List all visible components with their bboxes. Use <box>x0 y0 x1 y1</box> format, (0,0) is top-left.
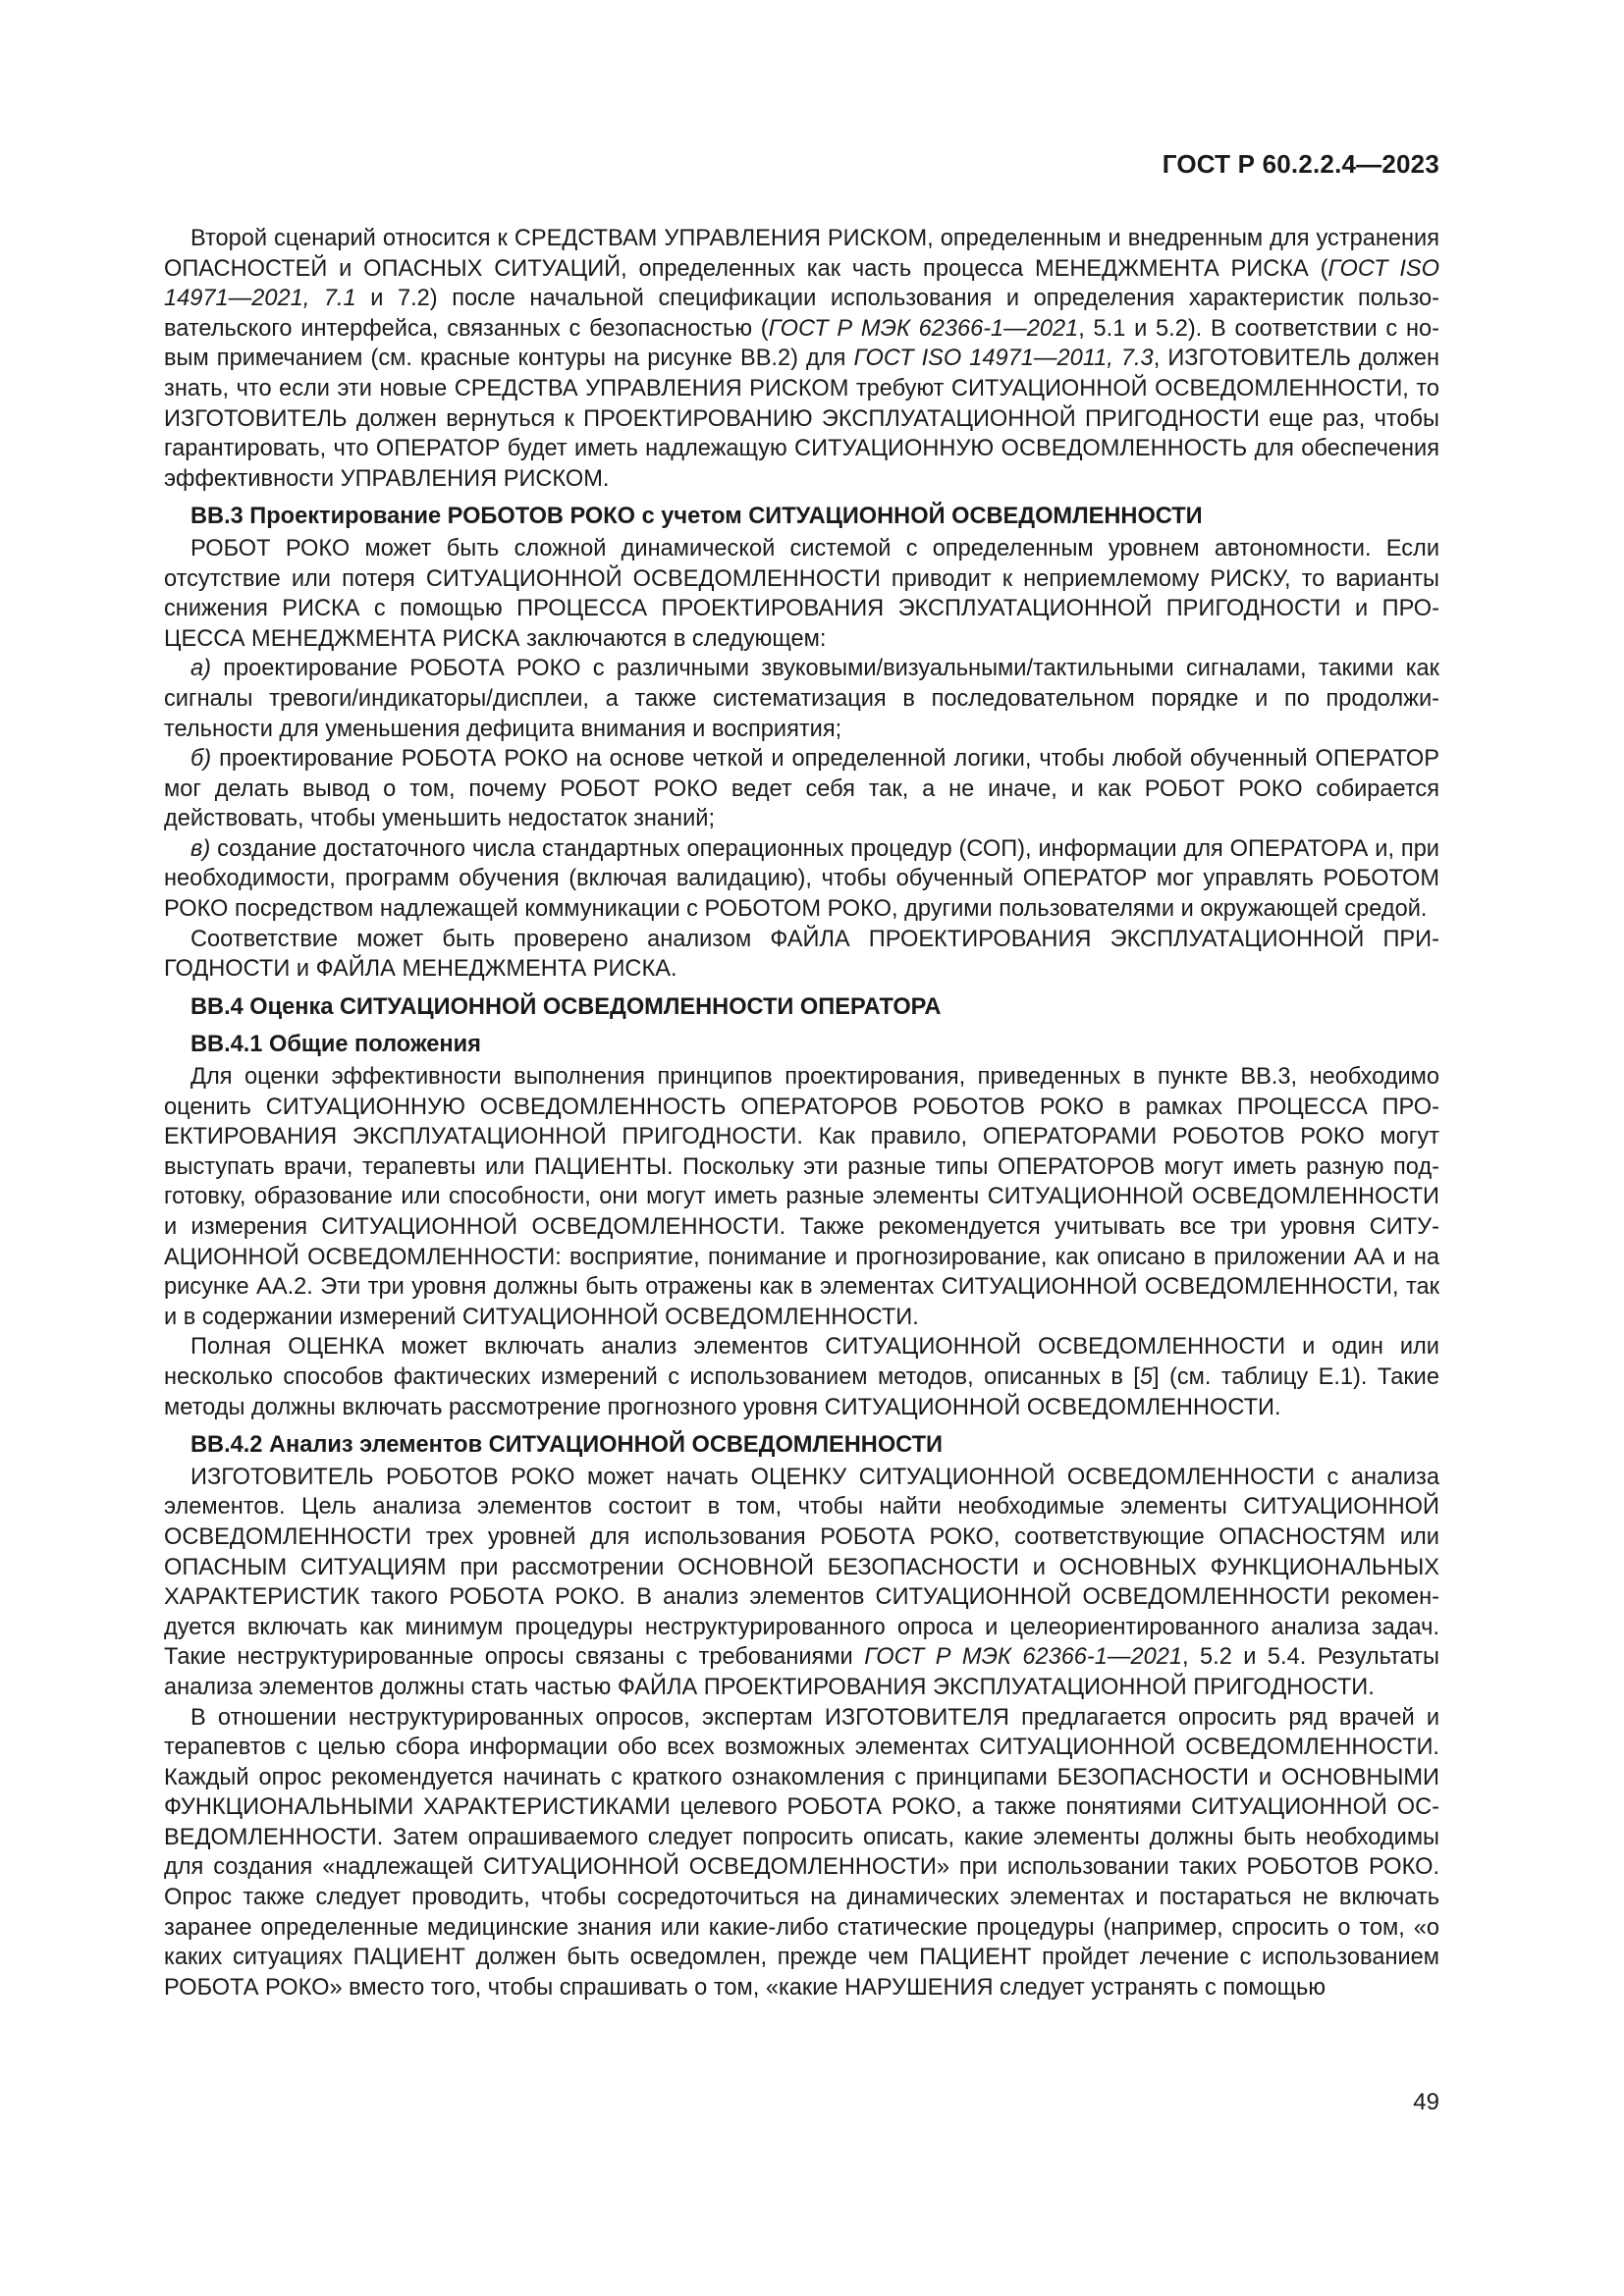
section-heading: ВВ.3 Проектирование РОБОТОВ РОКО с учетом СИТУАЦИОННОЙ ОСВЕДОМЛЕННОСТИ <box>190 504 1203 530</box>
paragraph <box>164 1463 1439 1703</box>
paragraph <box>164 224 1439 494</box>
text-run: , ИЗГОТОВИТЕЛЬ должен знать, что если эти новые СРЕДСТВА УПРАВЛЕНИЯ РИСКОМ требуют СИТУАЦИОННОЙ ОСВЕДОМЛЕННОСТИ, то ИЗГОТОВИТЕЛЬ должен вернуться к ПРОЕКТИРОВАНИЮ ЭКСПЛУАТАЦИОННОЙ ПРИГОДНОСТИ еще раз, чтобы гарантировать, что ОПЕРАТОР будет иметь надлежащую СИТУАЦИОННУЮ ОСВЕДОМЛЕННОСТЬ для обеспечения эффективности УПРАВЛЕНИЯ РИСКОМ. <box>164 346 1439 492</box>
text-run: проектирование РОБОТА РОКО на основе четкой и определенной логики, чтобы любой обученный ОПЕРАТОР мог делать вывод о том, почему РОБОТ РОКО ведет себя так, а не иначе, и как РОБОТ РОКО собирается действовать, чтобы уменьшить недостаток знаний; <box>164 746 1439 832</box>
italic-reference: ГОСТ ISO 14971—2011, 7.3 <box>853 346 1154 372</box>
text-run: В отношении неструктурированных опросов, экспертам ИЗГОТОВИТЕЛЯ предлагается опросить ряд врачей и терапевтов с целью сбора информации обо всех возможных элементах СИТУАЦИОННОЙ ОСВЕДОМЛЕННОСТИ. Каждый опрос рекомендуется начинать с краткого ознакомления с принципами БЕЗОПАСНОСТИ и ОСНОВНЫМИ ФУНКЦИОНАЛЬНЫМИ ХАРАКТЕРИСТИКАМИ целевого РОБОТА РОКО, а также понятиями СИТУАЦИОННОЙ ОСВЕДОМЛЕННОСТИ. Затем опрашиваемого следует попросить описать, какие элементы должны быть необходимы для создания «надлежащей СИТУАЦИОННОЙ ОСВЕДОМЛЕННОСТИ» при использовании таких РОБОТОВ РОКО. Опрос также следует проводить, чтобы сосредоточиться на динамических элементах и постараться не включать заранее определенные медицинские знания или какие-либо статические процедуры (например, спросить о том, «о каких ситуациях ПАЦИЕНТ должен быть осведомлен, прежде чем ПАЦИЕНТ пройдет лечение с использованием РОБОТА РОКО» вместо того, чтобы спрашивать о том, «какие НАРУШЕНИЯ следует устранять с помощью <box>164 1704 1439 2001</box>
text-run: Для оценки эффективности выполнения принципов проектирования, приведенных в пункте ВВ.3, необходимо оценить СИТУАЦИОННУЮ ОСВЕДОМЛЕННОСТЬ ОПЕРАТОРОВ РОБОТОВ РОКО в рамках ПРОЦЕССА ПРОЕКТИРОВАНИЯ ЭКСПЛУАТАЦИОННОЙ ПРИГОДНОСТИ. Как правило, ОПЕРАТОРАМИ РОБОТОВ РОКО могут выступать врачи, терапевты или ПАЦИЕНТЫ. Поскольку эти разные типы ОПЕРАТОРОВ могут иметь разную подготовку, образование или способности, они могут иметь разные элементы СИТУАЦИОННОЙ ОСВЕДОМЛЕННОСТИ и измерения СИТУАЦИОННОЙ ОСВЕДОМЛЕННОСТИ. Также рекомендуется учитывать все три уровня СИТУАЦИОННОЙ ОСВЕДОМЛЕННОСТИ: восприятие, понимание и прогнозирование, как описано в приложении АА и на рисунке АА.2. Эти три уровня должны быть отражены как в элементах СИТУАЦИОННОЙ ОСВЕДОМЛЕННОСТИ, так и в содержании измерений СИТУАЦИОННОЙ ОСВЕДОМЛЕННОСТИ. <box>164 1064 1439 1330</box>
italic-reference: в) <box>190 835 211 862</box>
section-heading: ВВ.4.2 Анализ элементов СИТУАЦИОННОЙ ОСВЕДОМЛЕННОСТИ <box>190 1432 944 1459</box>
paragraph <box>164 925 1439 985</box>
text-run: Полная ОЦЕНКА может включать анализ элементов СИТУАЦИОННОЙ ОСВЕДОМЛЕННОСТИ и один или несколько способов фактических измерений с использованием методов, описанных в [ <box>164 1334 1439 1390</box>
text-run: Соответствие может быть проверено анализом ФАЙЛА ПРОЕКТИРОВАНИЯ ЭКСПЛУАТАЦИОННОЙ ПРИГОДНОСТИ и ФАЙЛА МЕНЕДЖМЕНТА РИСКА. <box>164 926 1439 983</box>
text-run: ИЗГОТОВИТЕЛЬ РОБОТОВ РОКО может начать ОЦЕНКУ СИТУАЦИОННОЙ ОСВЕДОМЛЕННОСТИ с анализа элементов. Цель анализа элементов состоит в том, чтобы найти необходимые элементы СИТУАЦИОННОЙ ОСВЕДОМЛЕННОСТИ трех уровней для использования РОБОТА РОКО, соответствующие ОПАСНОСТЯМ или ОПАСНЫМ СИТУАЦИЯМ при рассмотрении ОСНОВНОЙ БЕЗОПАСНОСТИ и ОСНОВНЫХ ФУНКЦИОНАЛЬНЫХ ХАРАКТЕРИСТИК такого РОБОТА РОКО. В анализ элементов СИТУАЦИОННОЙ ОСВЕДОМЛЕННОСТИ рекомендуется включать как минимум процедуры неструктурированного опроса и целеориентированного анализа задач. Такие неструктурированные опросы связаны с требованиями <box>164 1464 1439 1671</box>
paragraph <box>164 534 1439 654</box>
text-run: создание достаточного числа стандартных операционных процедур (СОП), информации для ОПЕРАТОРА и, при необходимости, программ обучения (включая валидацию), чтобы обученный ОПЕРАТОР мог управлять РОБОТОМ РОКО посредством надлежащей коммуникации с РОБОТОМ РОКО, другими пользователями и окружающей средой. <box>164 835 1439 923</box>
page-number: 49 <box>1413 2089 1439 2115</box>
section-heading: ВВ.4 Оценка СИТУАЦИОННОЙ ОСВЕДОМЛЕННОСТИ ОПЕРАТОРА <box>190 993 942 1020</box>
italic-reference: ГОСТ Р МЭК 62366-1—2021 <box>864 1644 1182 1671</box>
italic-reference: ГОСТ ISO 14971—2021, 7.1 <box>164 255 1439 312</box>
italic-reference: ГОСТ Р МЭК 62366-1—2021 <box>768 315 1079 342</box>
italic-reference: а) <box>190 656 211 682</box>
text-run: , 5.2 и 5.4. Результаты анализа элементов должны стать частью ФАЙЛА ПРОЕКТИРОВАНИЯ ЭКСПЛУАТАЦИОННОЙ ПРИГОДНОСТИ. <box>164 1644 1439 1700</box>
section-heading: ВВ.4.1 Общие положения <box>190 1032 481 1058</box>
text-run: РОБОТ РОКО может быть сложной динамической системой с определенным уровнем автономности. Если отсутствие или потеря СИТУАЦИОННОЙ ОСВЕДОМЛЕННОСТИ приводит к неприемлемому РИСКУ, то варианты снижения РИСКА с помощью ПРОЦЕССА ПРОЕКТИРОВАНИЯ ЭКСПЛУАТАЦИОННОЙ ПРИГОДНОСТИ и ПРОЦЕССА МЕНЕДЖМЕНТА РИСКА заключаются в следующем: <box>164 535 1439 652</box>
paragraph <box>164 1062 1439 1332</box>
paragraph <box>164 1332 1439 1422</box>
text-run: ] (см. таблицу Е.1). Такие методы должны включать рассмотрение прогнозного уровня СИТУАЦИОННОЙ ОСВЕДОМЛЕННОСТИ. <box>164 1363 1439 1420</box>
text-run: Второй сценарий относится к СРЕДСТВАМ УПРАВЛЕНИЯ РИСКОМ, определенным и внедренным для устранения ОПАСНОСТЕЙ и ОПАСНЫХ СИТУАЦИЙ, определенных как часть процесса МЕНЕДЖМЕНТА РИСКА ( <box>164 226 1439 282</box>
document-header: ГОСТ Р 60.2.2.4—2023 <box>1162 149 1439 179</box>
document-body <box>164 224 1439 2002</box>
text-run: проектирование РОБОТА РОКО с различными звуковыми/визуальными/тактильными сигналами, такими как сигналы тревоги/индикаторы/дисплеи, а также систематизация в последовательном порядке и по продолжительности для уменьшения дефицита внимания и восприятия; <box>164 656 1439 742</box>
italic-reference: б) <box>190 746 212 773</box>
text-run: и 7.2) после начальной спецификации использования и определения характеристик пользовательского интерфейса, связанных с безопасностью ( <box>164 286 1439 342</box>
text-run: , 5.1 и 5.2). В соответствии с новым примечанием (см. красные контуры на рисунке ВВ.2) для <box>164 315 1439 372</box>
paragraph <box>164 1703 1439 2003</box>
paragraph <box>164 834 1439 925</box>
italic-reference: 5 <box>1139 1363 1153 1390</box>
paragraph <box>164 654 1439 744</box>
paragraph <box>164 744 1439 834</box>
